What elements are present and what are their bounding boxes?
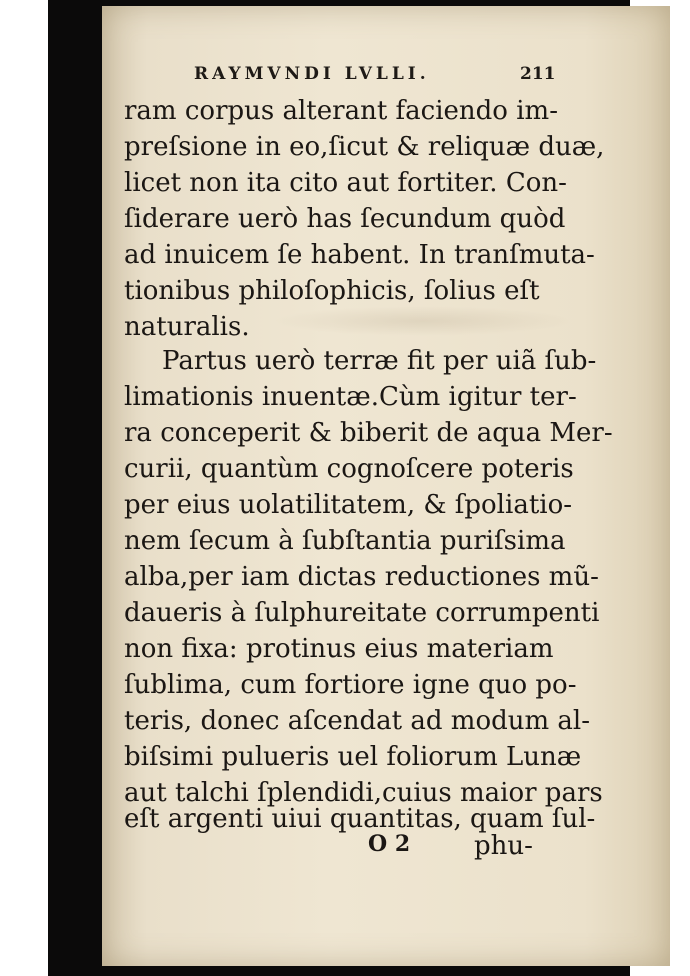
text-line: ſiderare uerò has ſecundum quòd: [124, 204, 566, 234]
text-line: ſublima, cum fortiore igne quo po-: [124, 670, 577, 700]
text-line: ra conceperit & biberit de aqua Mer-: [124, 418, 613, 448]
page-number: 211: [520, 64, 556, 84]
text-line: per eius uolatilitatem, & ſpoliatio-: [124, 490, 573, 520]
text-line: curii, quantùm cognoſcere poteris: [124, 454, 574, 484]
catchword: phu-: [474, 831, 533, 861]
paragraph-start-line: Partus uerò terræ fit per uiã ſub-: [162, 346, 597, 376]
text-line: ad inuicem ſe habent. In tranſmuta-: [124, 240, 595, 270]
text-line: ram corpus alterant faciendo im-: [124, 96, 558, 126]
text-line: preſsione in eo,ſicut & reliquæ duæ,: [124, 132, 605, 162]
text-line: biſsimi pulueris uel foliorum Lunæ: [124, 742, 582, 772]
book-page: [102, 6, 670, 966]
page-header: [102, 64, 670, 94]
text-line: aut talchi ſplendidi,cuius maior pars: [124, 778, 603, 808]
text-line: tionibus philoſophicis, ſolius eſt: [124, 276, 540, 306]
text-line: eſt argenti uiui quantitas, quam ſul-: [124, 804, 596, 834]
text-line: alba,per iam dictas reductiones mũ-: [124, 562, 599, 592]
text-line: non fixa: protinus eius materiam: [124, 634, 554, 664]
running-title: RAYMVNDI LVLLI.: [194, 64, 430, 84]
text-line: daueris à ſulphureitate corrumpenti: [124, 598, 600, 628]
text-line: licet non ita cito aut fortiter. Con-: [124, 168, 567, 198]
text-line: teris, donec aſcendat ad modum al-: [124, 706, 591, 736]
text-line: naturalis.: [124, 312, 250, 342]
signature-mark: O 2: [368, 831, 411, 857]
text-line: nem ſecum à ſubſtantia puriſsima: [124, 526, 566, 556]
scan-background: [48, 0, 630, 976]
text-line: limationis inuentæ.Cùm igitur ter-: [124, 382, 577, 412]
show-through: [272, 306, 572, 336]
